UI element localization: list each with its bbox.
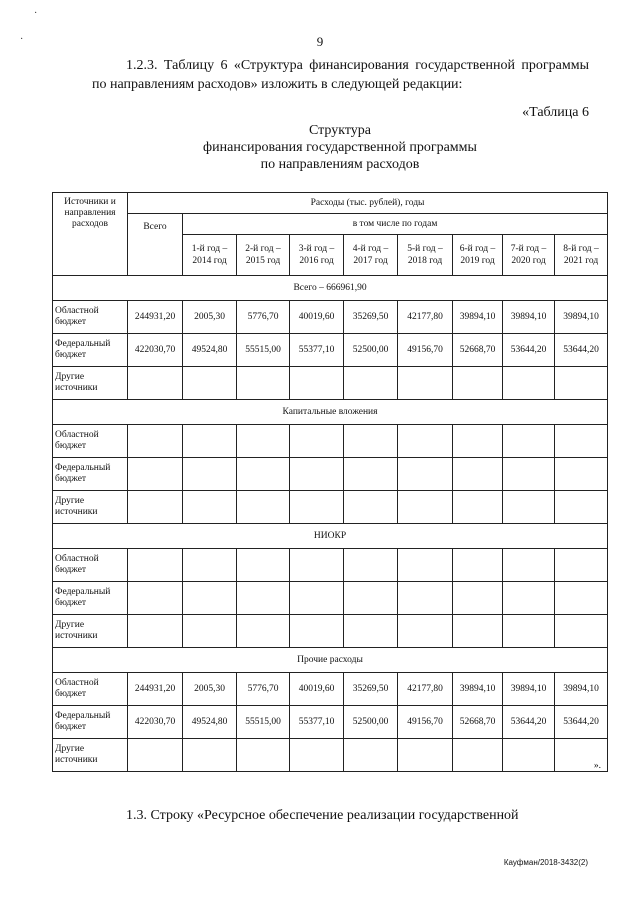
value-cell <box>290 549 344 582</box>
value-cell <box>128 582 183 615</box>
section-header: Всего – 666961,90 <box>53 276 608 301</box>
page-number: 9 <box>316 34 324 49</box>
value-cell <box>237 458 290 491</box>
section-header: НИОКР <box>53 524 608 549</box>
value-cell <box>183 739 237 772</box>
header-year: 4-й год – 2017 год <box>344 235 398 276</box>
value-cell <box>344 425 398 458</box>
table-row <box>53 367 608 400</box>
value-cell: 39894,10 <box>453 301 503 334</box>
value-cell: 55515,00 <box>237 706 290 739</box>
header-year: 5-й год – 2018 год <box>398 235 453 276</box>
value-cell <box>453 582 503 615</box>
scan-artifact: · <box>34 8 38 19</box>
value-cell <box>290 367 344 400</box>
value-cell <box>290 739 344 772</box>
value-cell <box>344 367 398 400</box>
value-cell <box>128 458 183 491</box>
value-cell <box>290 582 344 615</box>
value-cell: 53644,20 <box>503 334 555 367</box>
value-cell: 40019,60 <box>290 301 344 334</box>
header-expenses: Расходы (тыс. рублей), годы <box>128 193 608 214</box>
value-cell <box>290 615 344 648</box>
value-cell: 5776,70 <box>237 673 290 706</box>
value-cell <box>555 615 608 648</box>
value-cell: 39894,10 <box>503 301 555 334</box>
value-cell: 52500,00 <box>344 334 398 367</box>
value-cell <box>128 739 183 772</box>
header-year: 1-й год – 2014 год <box>183 235 237 276</box>
value-cell <box>128 549 183 582</box>
header-sources: Источники и направления расходов <box>53 193 128 276</box>
value-cell <box>503 582 555 615</box>
value-cell <box>555 582 608 615</box>
value-cell <box>398 458 453 491</box>
value-cell <box>290 458 344 491</box>
row-label: Областной бюджет <box>53 301 128 334</box>
value-cell <box>290 491 344 524</box>
value-cell: 55377,10 <box>290 334 344 367</box>
section-header: Капитальные вложения <box>53 400 608 425</box>
value-cell <box>398 425 453 458</box>
scan-artifact: · <box>20 34 24 45</box>
value-cell <box>453 425 503 458</box>
row-label: Федеральный бюджет <box>53 706 128 739</box>
title-line: Структура <box>308 123 372 138</box>
value-cell: 49524,80 <box>183 334 237 367</box>
value-cell <box>503 425 555 458</box>
row-label: Федеральный бюджет <box>53 582 128 615</box>
value-cell: 52668,70 <box>453 706 503 739</box>
value-cell <box>183 615 237 648</box>
value-cell <box>183 367 237 400</box>
table-row <box>53 334 608 367</box>
value-cell <box>453 615 503 648</box>
value-cell <box>503 491 555 524</box>
value-cell <box>453 739 503 772</box>
value-cell <box>183 549 237 582</box>
value-cell: 422030,70 <box>128 334 183 367</box>
intro-paragraph: 1.2.3. Таблицу 6 «Структура финансирования государственной программы по направлениям расходов» изложить в следующей редакции: <box>92 58 589 92</box>
header-total: Всего <box>128 214 183 276</box>
table-row <box>53 301 608 334</box>
value-cell: ». <box>555 739 608 772</box>
table-reference: «Таблица 6 <box>522 105 589 120</box>
value-cell <box>183 491 237 524</box>
value-cell <box>503 367 555 400</box>
value-cell: 55515,00 <box>237 334 290 367</box>
value-cell <box>453 367 503 400</box>
table-row <box>53 582 608 615</box>
value-cell <box>237 739 290 772</box>
value-cell <box>344 739 398 772</box>
value-cell: 2005,30 <box>183 673 237 706</box>
title-line: по направлениям расходов <box>260 157 420 172</box>
value-cell <box>503 458 555 491</box>
value-cell: 55377,10 <box>290 706 344 739</box>
value-cell: 42177,80 <box>398 673 453 706</box>
row-label: Областной бюджет <box>53 549 128 582</box>
row-label: Областной бюджет <box>53 673 128 706</box>
value-cell: 2005,30 <box>183 301 237 334</box>
value-cell: 422030,70 <box>128 706 183 739</box>
table-row <box>53 491 608 524</box>
value-cell <box>237 367 290 400</box>
table-row <box>53 673 608 706</box>
value-cell <box>453 458 503 491</box>
row-label: Областной бюджет <box>53 425 128 458</box>
value-cell <box>398 549 453 582</box>
value-cell: 39894,10 <box>453 673 503 706</box>
value-cell <box>183 458 237 491</box>
value-cell: 5776,70 <box>237 301 290 334</box>
document-code: Кауфман/2018-3432(2) <box>503 858 588 867</box>
header-year: 7-й год – 2020 год <box>503 235 555 276</box>
value-cell <box>398 615 453 648</box>
value-cell: 53644,20 <box>503 706 555 739</box>
value-cell <box>237 425 290 458</box>
row-label: Федеральный бюджет <box>53 458 128 491</box>
value-cell: 35269,50 <box>344 673 398 706</box>
value-cell: 49156,70 <box>398 334 453 367</box>
table-row <box>53 739 608 772</box>
row-label: Другие источники <box>53 615 128 648</box>
value-cell: 40019,60 <box>290 673 344 706</box>
header-including-years: в том числе по годам <box>183 214 608 235</box>
value-cell <box>555 425 608 458</box>
value-cell <box>344 582 398 615</box>
value-cell: 49524,80 <box>183 706 237 739</box>
value-cell: 39894,10 <box>555 301 608 334</box>
row-label: Другие источники <box>53 367 128 400</box>
value-cell <box>503 615 555 648</box>
value-cell <box>237 582 290 615</box>
header-year: 2-й год – 2015 год <box>237 235 290 276</box>
value-cell <box>237 491 290 524</box>
value-cell <box>398 491 453 524</box>
header-year: 8-й год – 2021 год <box>555 235 608 276</box>
value-cell <box>503 739 555 772</box>
value-cell <box>290 425 344 458</box>
value-cell <box>183 425 237 458</box>
value-cell: 39894,10 <box>503 673 555 706</box>
value-cell: 49156,70 <box>398 706 453 739</box>
value-cell <box>555 549 608 582</box>
value-cell: 244931,20 <box>128 673 183 706</box>
table-row <box>53 425 608 458</box>
value-cell <box>237 549 290 582</box>
value-cell <box>344 491 398 524</box>
value-cell <box>555 458 608 491</box>
value-cell <box>128 615 183 648</box>
value-cell <box>237 615 290 648</box>
value-cell <box>453 549 503 582</box>
value-cell <box>344 615 398 648</box>
title-line: финансирования государственной программы <box>203 140 477 155</box>
value-cell: 42177,80 <box>398 301 453 334</box>
row-label: Другие источники <box>53 491 128 524</box>
value-cell <box>398 739 453 772</box>
row-label: Другие источники <box>53 739 128 772</box>
footer-paragraph: 1.3. Строку «Ресурсное обеспечение реализации государственной <box>126 808 519 823</box>
header-year: 3-й год – 2016 год <box>290 235 344 276</box>
value-cell <box>555 367 608 400</box>
document-title <box>0 122 640 173</box>
value-cell <box>453 491 503 524</box>
value-cell <box>344 458 398 491</box>
value-cell: 39894,10 <box>555 673 608 706</box>
value-cell: 244931,20 <box>128 301 183 334</box>
section-header: Прочие расходы <box>53 648 608 673</box>
value-cell <box>398 367 453 400</box>
value-cell <box>183 582 237 615</box>
table-row <box>53 458 608 491</box>
value-cell <box>503 549 555 582</box>
value-cell: 53644,20 <box>555 706 608 739</box>
value-cell <box>555 491 608 524</box>
value-cell <box>128 425 183 458</box>
table-row <box>53 706 608 739</box>
financing-table <box>52 192 608 772</box>
value-cell: 35269,50 <box>344 301 398 334</box>
value-cell: 53644,20 <box>555 334 608 367</box>
value-cell <box>344 549 398 582</box>
value-cell: 52500,00 <box>344 706 398 739</box>
table-row <box>53 549 608 582</box>
value-cell: 52668,70 <box>453 334 503 367</box>
value-cell <box>398 582 453 615</box>
table-row <box>53 615 608 648</box>
row-label: Федеральный бюджет <box>53 334 128 367</box>
value-cell <box>128 367 183 400</box>
header-year: 6-й год – 2019 год <box>453 235 503 276</box>
value-cell <box>128 491 183 524</box>
